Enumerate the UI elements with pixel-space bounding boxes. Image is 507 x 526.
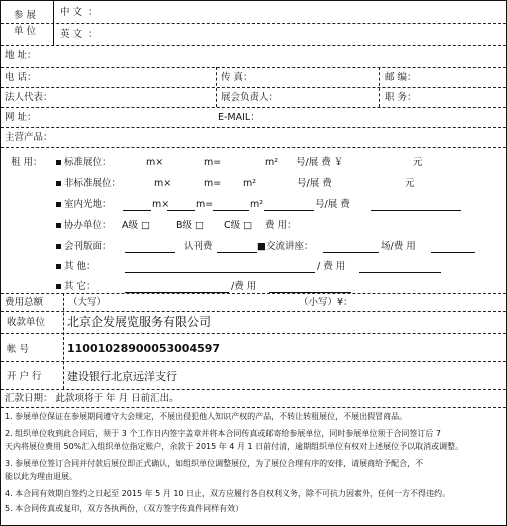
- phone-label: 电 话：: [5, 72, 37, 83]
- text: C级 □: [224, 220, 253, 231]
- other1-name: 其 他：: [64, 261, 96, 272]
- note-line: 3. 参展单位签订合同并付款后展位即正式确认，如组织单位调整展位，为了展位合理有序的安排，请展商给予配合，不: [5, 459, 424, 468]
- unit: m²: [243, 178, 257, 189]
- products-row: [1, 127, 506, 148]
- unit: m×: [152, 199, 170, 210]
- nonstandard-booth-line: [56, 178, 121, 190]
- colon: ：: [88, 7, 98, 18]
- standard-booth-name: 标准展位：: [64, 157, 112, 168]
- underline: [125, 252, 175, 253]
- bank-label: 开 户 行: [7, 371, 42, 382]
- position-label: 职 务：: [385, 92, 417, 103]
- unit: m=: [204, 178, 222, 189]
- underline: [125, 272, 315, 273]
- colon: ：: [88, 29, 98, 40]
- note-line: 5. 本合同传真或复印，双方各执两份，（双方签字传真件同样有效）: [5, 504, 244, 513]
- underline: [431, 252, 475, 253]
- company-chinese-label: 中 文: [60, 7, 83, 18]
- unit: 元: [405, 178, 415, 189]
- text: 认刊费: [184, 241, 213, 252]
- checkbox-icon[interactable]: [56, 264, 61, 269]
- checkbox-icon[interactable]: [56, 181, 61, 186]
- underline: [323, 252, 379, 253]
- person-in-charge-label: 展会负责人：: [221, 92, 279, 103]
- note-line: 4. 本合同有效期自签约之日起至 2015 年 5 月 10 日止，双方应履行各自权利义务，除不可抗力因素外，任何一方不得违约。: [5, 489, 451, 498]
- text: A级 □: [122, 220, 150, 231]
- unit: 号/展 费: [297, 178, 332, 189]
- other1-line: [56, 261, 96, 273]
- underline: [264, 210, 314, 211]
- journal-line: [56, 241, 112, 253]
- rental-label: 租 用：: [11, 157, 43, 168]
- legal-rep-label: 法人代表：: [5, 92, 53, 103]
- payee-label: 收款单位: [7, 317, 46, 328]
- unit: 号/展 费 ￥: [296, 157, 344, 168]
- text: 费 用：: [265, 220, 297, 231]
- text: 场/费 用: [381, 241, 416, 252]
- unit: m×: [146, 157, 164, 168]
- payee-value: 北京企发展览服务有限公司: [67, 315, 212, 329]
- account-value: 110010289000530045​97: [67, 342, 221, 355]
- other2-name: 其 它：: [64, 281, 96, 292]
- standard-booth-line: [56, 157, 112, 169]
- address-label: 地 址：: [5, 50, 37, 61]
- notes-block: [5, 410, 505, 515]
- checkbox-icon[interactable]: [56, 244, 61, 249]
- address-row: [1, 45, 506, 68]
- checkbox-icon[interactable]: [56, 223, 61, 228]
- note-line: 2. 组织单位收到此合同后，须于 3 个工作日内签字盖章并将本合同传真或邮寄给参展单位，同时参展单位须于合同签订后 7: [5, 429, 441, 438]
- note-line: 天内将展位费用 50%汇入组织单位指定账户，余款于 2015 年 4 月 1 日前付清，逾期组织单位有权对上述展位予以取消或调整。: [5, 442, 464, 451]
- nonstandard-booth-name: 非标准展位：: [64, 178, 122, 189]
- company-label-line1: 参 展: [14, 10, 37, 21]
- underline: [359, 272, 441, 273]
- total-label: 费用总额: [5, 297, 44, 308]
- remit-text: 汇款日期： 此款项将于 年 月 日前汇出。: [5, 393, 179, 404]
- unit: m²: [250, 199, 264, 210]
- indoor-space-name: 室内光地：: [64, 199, 112, 210]
- account-label: 帐 号: [7, 344, 30, 355]
- divider: [53, 1, 54, 45]
- underline: [123, 210, 151, 211]
- underline: [167, 210, 195, 211]
- email-label: E-MAIL：: [218, 112, 260, 123]
- underline: [371, 210, 461, 211]
- indoor-space-line: [56, 199, 112, 211]
- unit: m×: [154, 178, 172, 189]
- bank-value: 建设银行北京远洋支行: [67, 370, 177, 383]
- website-label: 网 址：: [5, 112, 37, 123]
- text: ■交流讲座：: [257, 241, 314, 252]
- journal-name: 会刊版面：: [64, 241, 112, 252]
- underline: [213, 210, 249, 211]
- sponsor-line: [56, 220, 112, 232]
- checkbox-icon[interactable]: [56, 160, 61, 165]
- unit: m=: [196, 199, 214, 210]
- note-line: 能以此为理由退展。: [5, 472, 77, 481]
- company-english-label: 英 文: [60, 29, 83, 40]
- other2-line: [56, 281, 96, 293]
- note-line: 1. 参展单位保证在参展期间遵守大会规定，不展出侵犯他人知识产权的产品，不转让转租展位，不展出假冒商品。: [5, 412, 408, 421]
- postcode-label: 邮 编：: [385, 72, 417, 83]
- checkbox-icon[interactable]: [56, 202, 61, 207]
- text: /费 用: [231, 281, 257, 292]
- unit: 元: [413, 157, 423, 168]
- text: B级 □: [176, 220, 205, 231]
- underline: [217, 252, 257, 253]
- phone-row: [1, 67, 506, 88]
- products-label: 主营产品：: [5, 132, 53, 143]
- fax-label: 传 真：: [221, 72, 253, 83]
- unit: m=: [204, 157, 222, 168]
- sponsor-name: 协办单位：: [64, 220, 112, 231]
- total-upper: （大写）: [68, 297, 107, 308]
- total-lower: （小写）¥：: [299, 297, 353, 308]
- checkbox-icon[interactable]: [56, 284, 61, 289]
- unit: 号/展 费: [315, 199, 350, 210]
- company-label-line2: 单 位: [14, 26, 37, 37]
- text: / 费 用: [317, 261, 346, 272]
- unit: m²: [265, 157, 279, 168]
